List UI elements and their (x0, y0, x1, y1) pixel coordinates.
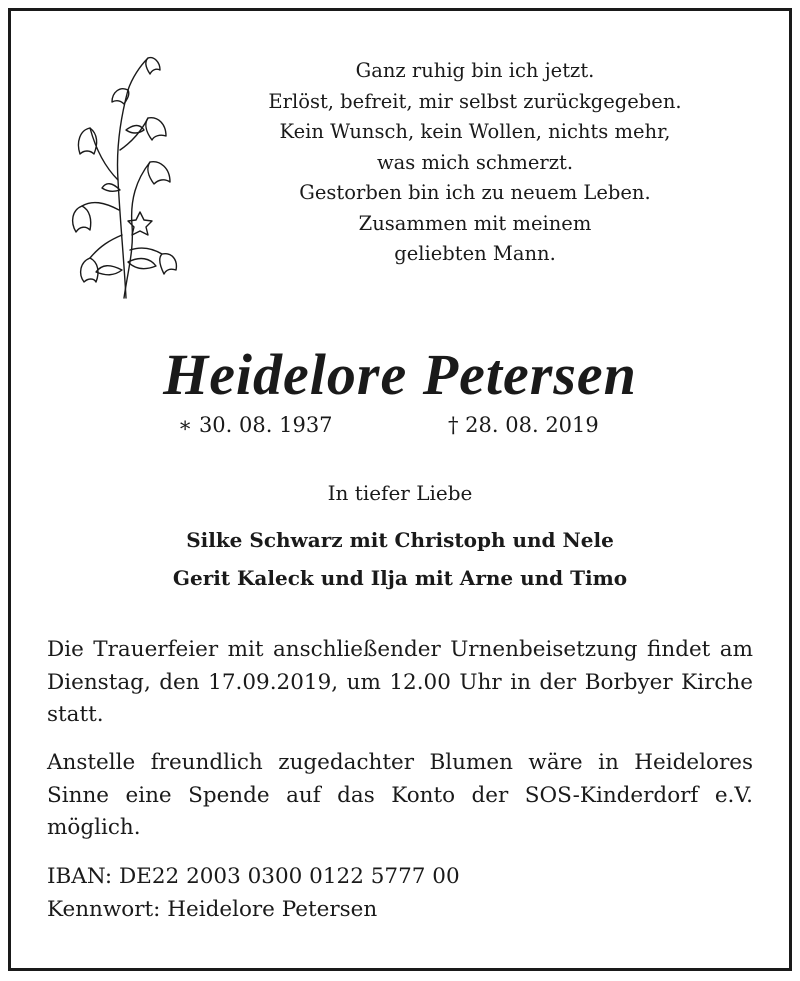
poem (190, 56, 760, 270)
ceremony-paragraph: Die Trauerfeier mit anschließender Urnenbeisetzung findet am Dienstag, den 17.09.2019, um 12.00 Uhr in der Borbyer Kirche statt. (47, 637, 753, 727)
poem-line: was mich schmerzt. (376, 150, 574, 174)
poem-line: Gestorben bin ich zu neuem Leben. (299, 181, 651, 204)
deceased-name: Heidelore Petersen (163, 342, 637, 407)
poem-line: Ganz ruhig bin ich jetzt. (355, 59, 595, 82)
bellflower-illustration (62, 50, 182, 300)
death-date: † 28. 08. 2019 (448, 413, 599, 437)
iban-line: IBAN: DE22 2003 0300 0122 5777 00 (47, 864, 460, 889)
mourner-line: Silke Schwarz mit Christoph und Nele (186, 528, 614, 552)
birth-date: ∗ 30. 08. 1937 (178, 413, 333, 437)
keyword-line: Kennwort: Heidelore Petersen (47, 896, 378, 922)
mourner-line: Gerit Kaleck und Ilja mit Arne und Timo (172, 566, 628, 590)
bank-details (47, 861, 753, 926)
poem-line: Zusammen mit meinem (358, 211, 592, 235)
poem-line: geliebten Mann. (394, 242, 556, 265)
donation-paragraph: Anstelle freundlich zugedachter Blumen wäre in Heidelores Sinne eine Spende auf das Konto der SOS-Kinderdorf e.V. möglich. (47, 750, 753, 840)
poem-line: Erlöst, befreit, mir selbst zurückgegeben. (268, 89, 682, 113)
poem-line: Kein Wunsch, kein Wollen, nichts mehr, (279, 120, 671, 143)
intro-line: In tiefer Liebe (327, 481, 473, 505)
mourners (0, 521, 800, 597)
